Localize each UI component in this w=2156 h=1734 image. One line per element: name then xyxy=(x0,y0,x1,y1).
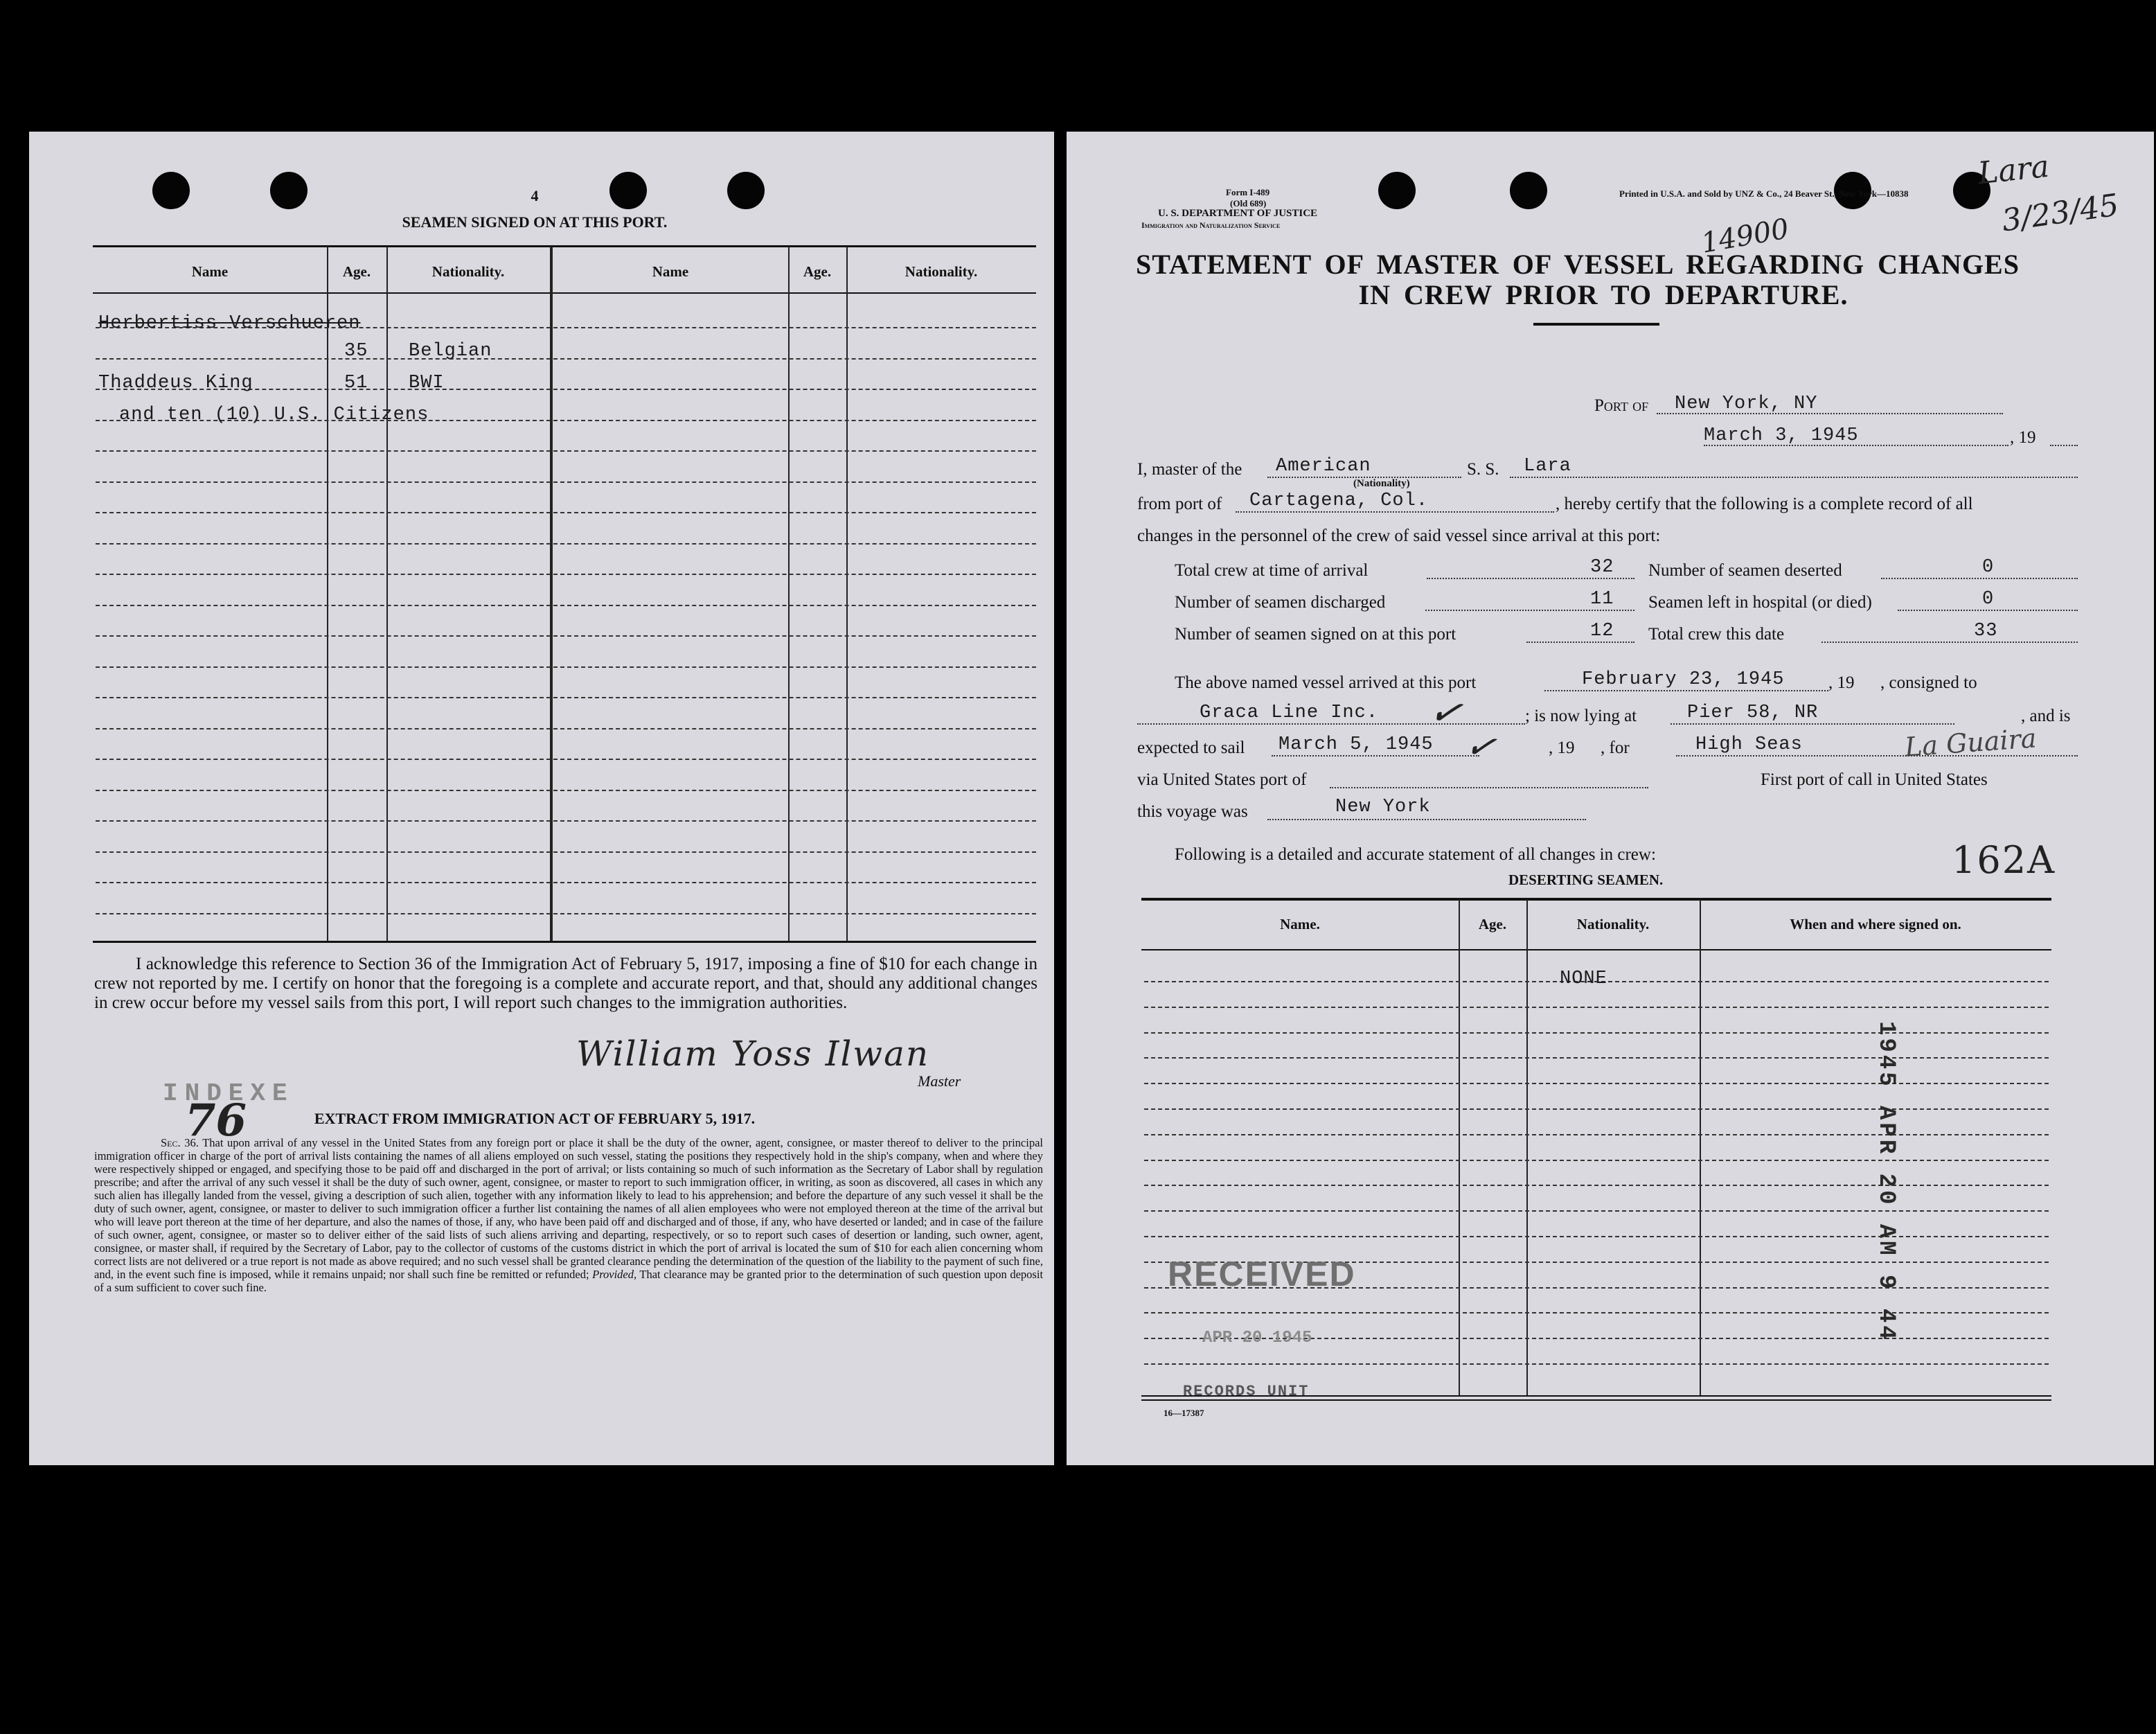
ruled-line xyxy=(1144,1083,2049,1084)
ruled-line xyxy=(1144,1210,2049,1212)
first-port-label: First port of call in United States xyxy=(1761,770,1988,789)
signature-role: Master xyxy=(918,1072,961,1090)
signed-on-count: 12 xyxy=(1590,621,1614,642)
table-row-name: Thaddeus King xyxy=(98,373,253,393)
ruled-line xyxy=(1144,1160,2049,1161)
department: U. S. DEPARTMENT OF JUSTICE xyxy=(1158,208,1318,219)
table-row-age: 35 xyxy=(344,341,368,362)
total-crew-arrival: 32 xyxy=(1590,557,1614,578)
received-date-stamp: APR 20 1945 xyxy=(1202,1329,1312,1347)
ruled-line xyxy=(1144,1108,2049,1110)
desert-col-age: Age. xyxy=(1478,916,1507,932)
form-title-line2: IN CREW PRIOR TO DEPARTURE. xyxy=(1358,279,1848,310)
arrival-date: February 23, 1945 xyxy=(1582,669,1785,690)
check-mark-icon: ✓ xyxy=(1425,687,1467,738)
table-bottom-rule xyxy=(93,941,1036,943)
from-port-label: from port of xyxy=(1137,495,1222,513)
form-code: 16—17387 xyxy=(1164,1408,1204,1418)
col-header-age-2: Age. xyxy=(803,263,832,280)
ruled-line xyxy=(1144,1134,2049,1135)
date-value: March 3, 1945 xyxy=(1704,425,1859,446)
via-text: via United States port of xyxy=(1137,770,1307,789)
ruled-line xyxy=(96,790,1036,791)
destination: High Seas xyxy=(1695,734,1803,755)
punch-hole xyxy=(1378,172,1416,209)
deserting-title: DESERTING SEAMEN. xyxy=(1508,872,1664,888)
ruled-line xyxy=(96,481,1036,483)
ruled-line xyxy=(96,635,1036,637)
ruled-line xyxy=(96,820,1036,822)
ruled-line xyxy=(96,543,1036,545)
table-row-name: Herbertiss Verschueren xyxy=(98,313,361,334)
pier: Pier 58, NR xyxy=(1687,702,1819,723)
discharged-count: 11 xyxy=(1590,589,1614,610)
vertical-date-stamp: 1945 APR 20 AM 9 44 xyxy=(1873,1021,1899,1343)
punch-hole xyxy=(1510,172,1547,209)
ruled-line xyxy=(1144,1185,2049,1186)
handwritten-vessel: Lara xyxy=(1976,148,2051,192)
master-prefix: I, master of the xyxy=(1137,460,1242,479)
desert-col-signed-on: When and where signed on. xyxy=(1790,916,1961,932)
expected-text: expected to sail xyxy=(1137,738,1245,757)
extract-provided: Provided, xyxy=(592,1268,637,1281)
ruled-line xyxy=(96,450,1036,452)
right-page xyxy=(1067,132,2154,1465)
ruled-line xyxy=(1144,1057,2049,1059)
ruled-line xyxy=(96,728,1036,729)
total-crew-arrival-label: Total crew at time of arrival xyxy=(1175,561,1369,580)
total-today-label: Total crew this date xyxy=(1648,625,1785,644)
extract-text xyxy=(94,1136,1043,1294)
handwritten-code: 162A xyxy=(1952,838,2056,882)
certify-text: , hereby certify that the following is a complete record of all xyxy=(1556,495,1973,513)
ruled-line xyxy=(96,574,1036,575)
col-header-nationality-2: Nationality. xyxy=(905,263,978,280)
ruled-line xyxy=(1144,1312,2049,1313)
left-page xyxy=(29,132,1054,1465)
col-header-name: Name xyxy=(191,263,229,280)
table-row-name: and ten (10) U.S. Citizens xyxy=(119,405,429,425)
ruled-line xyxy=(96,697,1036,698)
ruled-line xyxy=(1144,1007,2049,1008)
form-number: Form I-489 xyxy=(1226,187,1270,197)
ss-label: S. S. xyxy=(1467,460,1499,479)
sail-date: March 5, 1945 xyxy=(1279,734,1434,755)
ruled-line xyxy=(1144,1363,2049,1365)
consigned-text: , 19 , consigned to xyxy=(1828,673,1977,692)
deserting-entry: NONE xyxy=(1560,968,1607,989)
col-header-name-2: Name xyxy=(652,263,689,280)
vessel-nationality: American xyxy=(1276,456,1371,477)
section-title: SEAMEN SIGNED ON AT THIS PORT. xyxy=(402,213,668,231)
hospital-count: 0 xyxy=(1982,589,1995,610)
indexed-mark: 76 xyxy=(185,1095,247,1147)
following-text: Following is a detailed and accurate statement of all changes in crew: xyxy=(1175,845,1656,864)
master-signature: William Yoss Ilwan xyxy=(576,1034,930,1074)
discharged-label: Number of seamen discharged xyxy=(1175,593,1386,612)
handwritten-date: 3/23/45 xyxy=(1999,187,2121,239)
hospital-label: Seamen left in hospital (or died) xyxy=(1648,593,1872,612)
ruled-line xyxy=(1144,1236,2049,1237)
extract-tail: That clearance may be granted prior to the determination of such question upon deposit of a sum sufficient to cover such fine. xyxy=(94,1268,1044,1294)
nationality-caption: (Nationality) xyxy=(1353,478,1410,489)
deserted-count: 0 xyxy=(1982,557,1995,578)
port-value: New York, NY xyxy=(1675,393,1818,414)
handwritten-number: 14900 xyxy=(1698,213,1792,260)
ruled-line xyxy=(96,605,1036,606)
ruled-line xyxy=(96,512,1036,513)
from-port-value: Cartagena, Col. xyxy=(1249,490,1429,511)
col-header-age: Age. xyxy=(342,263,371,280)
table-header-rule xyxy=(93,292,1036,294)
service: Immigration and Naturalization Service xyxy=(1141,220,1281,230)
lying-text: ; is now lying at xyxy=(1525,707,1637,725)
and-is-text: , and is xyxy=(2021,707,2071,725)
ruled-line xyxy=(96,882,1036,883)
arrived-text: The above named vessel arrived at this port xyxy=(1175,673,1477,692)
deserted-label: Number of seamen deserted xyxy=(1648,561,1842,580)
received-stamp: RECEIVED xyxy=(1168,1255,1356,1293)
records-unit-stamp: RECORDS UNIT xyxy=(1183,1383,1310,1400)
printer-note: Printed in U.S.A. and Sold by UNZ & Co., 24 Beaver St., New York—10838 xyxy=(1619,188,1909,199)
table-row-nationality: BWI xyxy=(409,373,445,393)
table-top-rule xyxy=(93,245,1036,247)
title-rule xyxy=(1533,323,1659,326)
col-header-nationality: Nationality. xyxy=(431,263,505,280)
ruled-line xyxy=(96,759,1036,760)
form-title-line1: STATEMENT OF MASTER OF VESSEL REGARDING CHANGES xyxy=(1136,249,2020,280)
port-label: Port of xyxy=(1594,396,1649,415)
year-suffix: , 19 xyxy=(2010,428,2036,447)
extract-section: Sec. 36. xyxy=(161,1136,199,1149)
ruled-line xyxy=(96,851,1036,853)
for-text: , 19 , for xyxy=(1549,738,1630,757)
indexed-stamp: INDEXE xyxy=(163,1079,294,1108)
check-mark-icon: ✓ xyxy=(1461,723,1500,770)
ruled-line xyxy=(96,913,1036,914)
extract-body: That upon arrival of any vessel in the United States from any foreign port or place it shall be the duty of the owner, agent, consignee, or master thereof to deliver to the principal immigration officer in charge of the port of arrival lists containing the names of all aliens employed on such vessel, stating the positions they respectively hold in the ship's company, when and where they were respectively shipped or engaged, and specifying those to be paid off and discharged in the port of arrival; or lists containing so much of such information as the Secretary of Labor shall by regulation prescribe; and after the arrival of any such vessel it shall be the duty of such owner, agent, consignee, or master to report to such immigration officer, in writing, as soon as discovered, all cases in which any such alien has illegally landed from the vessel, giving a description of such alien, together with any information likely to lead to his apprehension; and before the departure of any such vessel it shall be the duty of such owner, agent, consignee, or master to deliver to such immigration officer a further list containing the names of all alien employees who were not employed thereon at the time of the arrival but who will leave port thereon at the time of her departure, and also the names of those, if any, who have been paid off and discharged and of those, if any, who have deserted or landed; and in case of the failure of such owner, agent, consignee, or master so to deliver either of the said lists of such aliens arriving and departing, respectively, or so to report such cases of desertion or landing, such owner, agent, consignee, or master shall, if required by the Secretary of Labor, pay to the collector of customs of the customs district in which the port of arrival is located the sum of $10 for each alien concerning whom correct lists are not delivered or a true report is not made as above required; and no such vessel shall be granted clearance pending the determination of the question of the liability to the payment of such fine, and, in the event such fine is imposed, while it remains unpaid; nor shall such fine be remitted or refunded; xyxy=(94,1136,1043,1281)
table-row-age: 51 xyxy=(344,373,368,393)
page-number: 4 xyxy=(531,187,539,204)
total-today-count: 33 xyxy=(1974,621,1998,642)
ruled-line xyxy=(96,666,1036,668)
first-port-value: New York xyxy=(1335,797,1431,817)
consignee: Graca Line Inc. xyxy=(1200,702,1379,723)
desert-col-name: Name. xyxy=(1280,916,1320,932)
desert-col-nationality: Nationality. xyxy=(1576,916,1650,932)
ruled-line xyxy=(96,358,1036,360)
form-old-number: (Old 689) xyxy=(1230,198,1267,209)
ruled-line xyxy=(1144,1032,2049,1034)
handwritten-destination: La Guaira xyxy=(1903,723,2038,763)
ship-name: Lara xyxy=(1524,456,1571,477)
acknowledgment-text: I acknowledge this reference to Section 36 of the Immigration Act of February 5, 1917, imposing a fine of $10 for each change in crew not reported by me. I certify on honor that the foregoing is a complete and accurate report, and that, should any additional changes in crew occur before my vessel sails from this port, I will report such changes to the immigration authorities. xyxy=(94,955,1037,1012)
table-row-nationality: Belgian xyxy=(409,341,492,362)
extract-title: EXTRACT FROM IMMIGRATION ACT OF FEBRUARY 5, 1917. xyxy=(314,1110,756,1127)
signed-on-label: Number of seamen signed on at this port xyxy=(1175,625,1456,644)
voyage-text: this voyage was xyxy=(1137,802,1248,821)
changes-text: changes in the personnel of the crew of said vessel since arrival at this port: xyxy=(1137,527,1661,545)
